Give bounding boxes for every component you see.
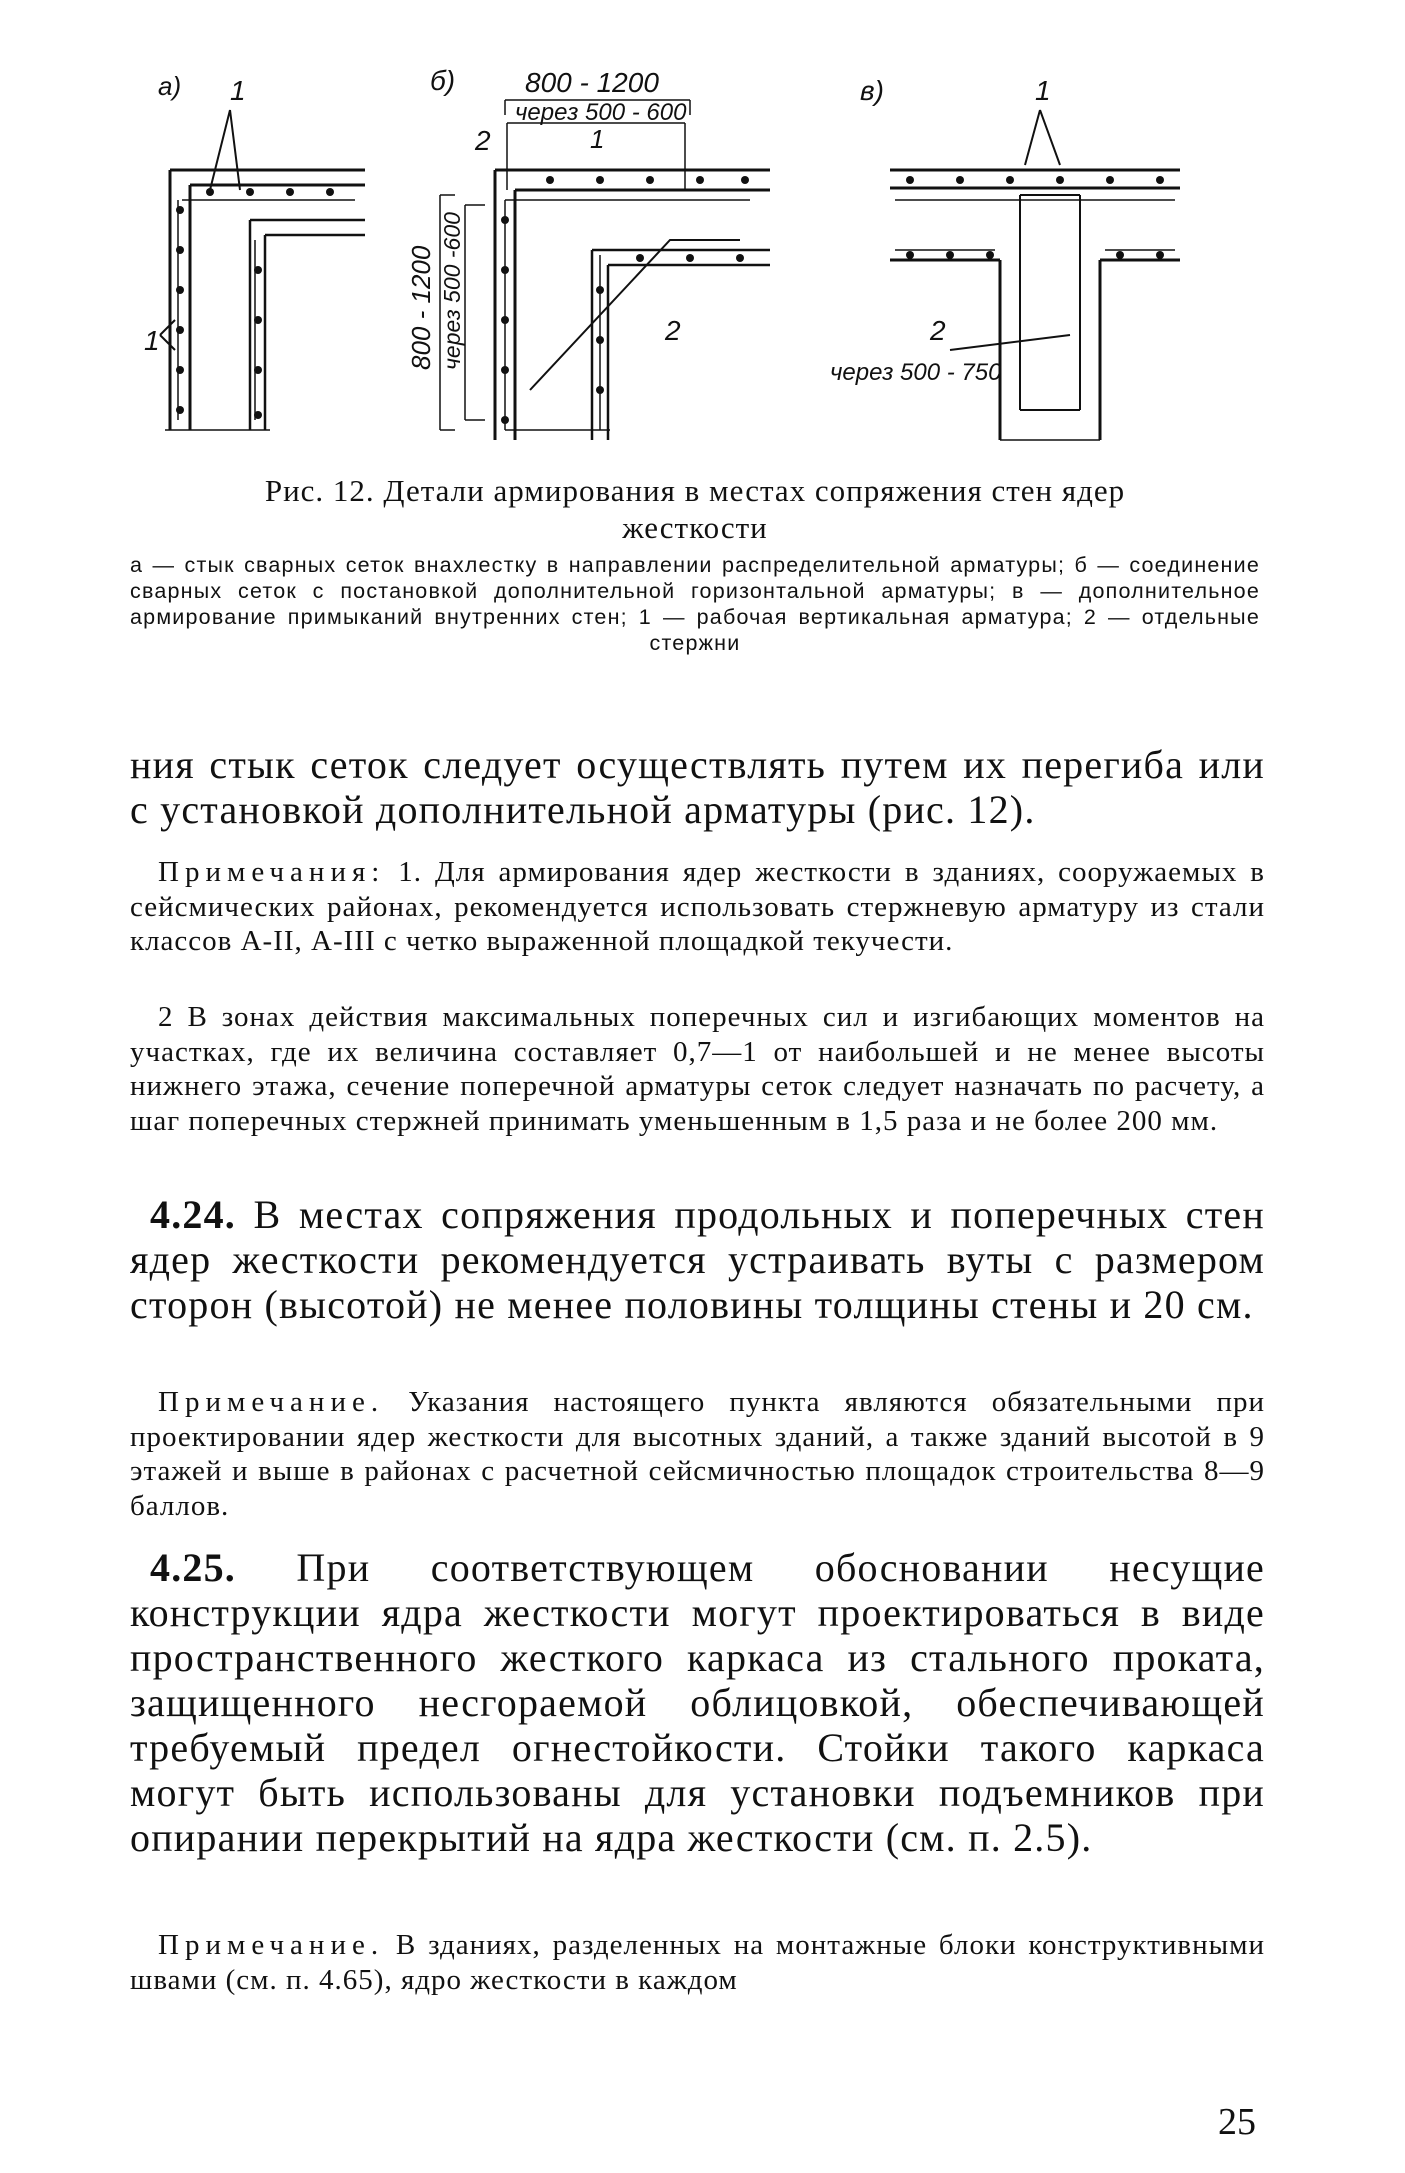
label-2-b-top: 2 bbox=[475, 125, 491, 156]
rebar-dots bbox=[176, 176, 1164, 424]
label-1-a-left: 1 bbox=[144, 325, 160, 356]
label-2-v: 2 bbox=[930, 315, 946, 346]
dim-b-top: 800 - 1200 bbox=[525, 67, 659, 98]
note-4 bbox=[130, 1928, 1265, 1997]
label-1-v: 1 bbox=[1035, 75, 1051, 106]
section-4-25 bbox=[130, 1545, 1265, 1860]
note-3-label: Примечание. bbox=[158, 1386, 385, 1418]
figure-caption bbox=[130, 472, 1260, 656]
caption-title-line2: жесткости bbox=[622, 510, 768, 545]
caption-title-line1: Рис. 12. Детали армирования в местах сопряжения стен ядер bbox=[264, 473, 1126, 508]
dim-v-note: через 500 - 750 bbox=[830, 359, 1002, 386]
page-number: 25 bbox=[1218, 2101, 1256, 2143]
dim-b-left-sub: через 500 -600 bbox=[439, 212, 465, 370]
panel-a-drawing bbox=[160, 110, 365, 430]
note-2: 2 В зонах действия максимальных поперечных сил и изгибающих моментов на участках, где их величина составляет 0,7—1 от наибольшей и не менее высоты нижнего этажа, сечение поперечной арматуры сеток следует назначать по расчету, а шаг поперечных стержней принимать уменьшенным в 1,5 раза и не более 200 мм. bbox=[130, 1001, 1265, 1137]
caption-legend: а — стык сварных сеток внахлестку в направлении распределительной арматуры; б — соединение сварных сеток с постановкой дополнительной горизонтальной арматуры; в — дополнительное армирование примыканий внутренних стен; 1 — рабочая вертикальная арматура; 2 — отдельные стержни bbox=[130, 553, 1260, 655]
note-1-text: 1. Для армирования ядер жесткости в зданиях, сооружаемых в сейсмических районах, рекомендуется использовать стержневую арматуру из стали классов А-II, А-III с четко выраженной площадкой текучести. bbox=[130, 856, 1265, 957]
figure-12 bbox=[130, 65, 1270, 470]
note-1 bbox=[130, 855, 1265, 959]
note-4-label: Примечание. bbox=[158, 1929, 385, 1961]
section-4-25-text: При соответствующем обосновании несущие конструкции ядра жесткости могут проектироваться в виде пространственного жесткого каркаса из стального проката, защищенного несгораемой облицовкой, обеспечивающей требуемый предел огнестойкости. Стойки такого каркаса могут быть использованы для установки подъемников при опирании перекрытий на ядра жесткости (см. п. 2.5). bbox=[130, 1545, 1265, 1860]
panel-label-b: б) bbox=[430, 65, 456, 96]
section-4-25-number: 4.25. bbox=[150, 1545, 236, 1590]
panel-v-drawing bbox=[890, 110, 1180, 440]
dim-b-top-sub: через 500 - 600 bbox=[515, 99, 687, 126]
note-3 bbox=[130, 1385, 1265, 1523]
dim-b-left: 800 - 1200 bbox=[406, 245, 436, 370]
label-1-a: 1 bbox=[230, 75, 246, 106]
note-3-text: Указания настоящего пункта являются обязательными при проектировании ядер жесткости для высотных зданий, а также зданий высотой в 9 этажей и выше в районах с расчетной сейсмичностью площадок строительства 8—9 баллов. bbox=[130, 1386, 1265, 1522]
notes-label: Примечания: bbox=[158, 856, 386, 888]
paragraph-continuation: ния стык сеток следует осуществлять путем их перегиба или с установкой дополнительной арматуры (рис. 12). bbox=[130, 742, 1265, 832]
note-4-text: В зданиях, разделенных на монтажные блоки конструктивными швами (см. п. 4.65), ядро жесткости в каждом bbox=[130, 1929, 1265, 1996]
section-4-24-text: В местах сопряжения продольных и поперечных стен ядер жесткости рекомендуется устраивать вуты с размером сторон (высотой) не менее половины толщины стены и 20 см. bbox=[130, 1192, 1265, 1327]
section-4-24-number: 4.24. bbox=[150, 1192, 236, 1237]
panel-label-a: а) bbox=[158, 71, 182, 101]
reinforcement-drawing bbox=[130, 65, 1270, 470]
label-1-b: 1 bbox=[590, 124, 605, 154]
section-4-24 bbox=[130, 1192, 1265, 1327]
panel-label-v: в) bbox=[860, 75, 884, 106]
label-2-b: 2 bbox=[665, 315, 681, 346]
